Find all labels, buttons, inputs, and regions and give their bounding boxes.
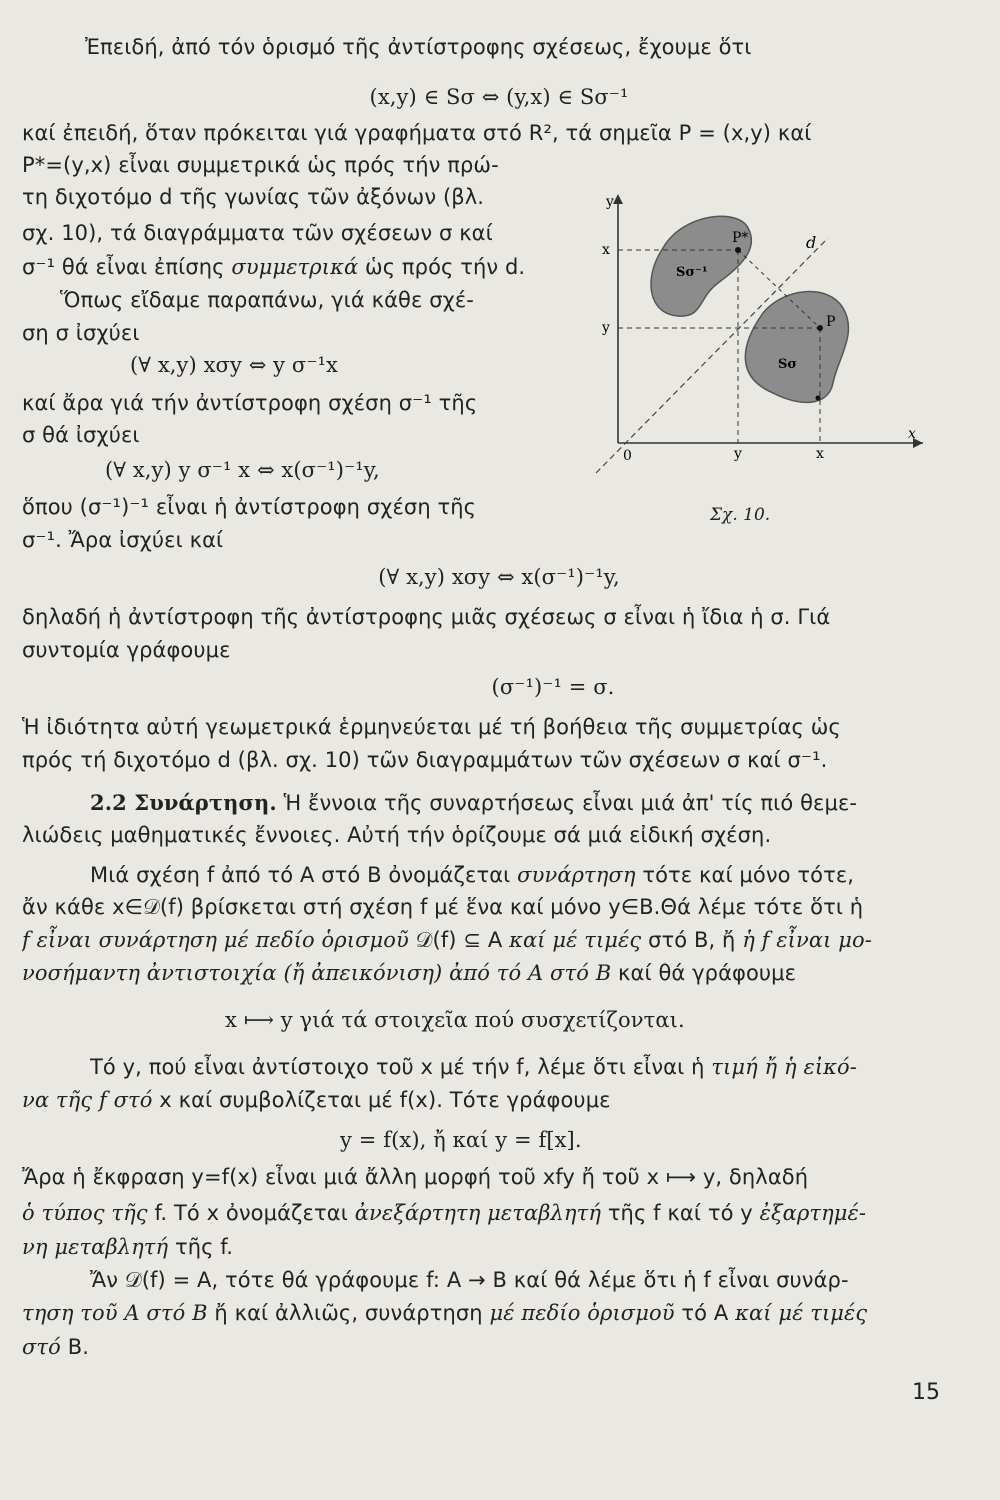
para-line: συντομία γράφουμε bbox=[22, 638, 231, 662]
para-line: νοσήμαντη ἀντιστοιχία (ἤ ἀπεικόνιση) ἀπό τό A στό B καί θά γράφουμε bbox=[22, 961, 797, 985]
label-s: Sσ bbox=[778, 357, 797, 372]
para-line: πρός τή διχοτόμο d (βλ. σχ. 10) τῶν διαγραμμάτων τῶν σχέσεων σ καί σ⁻¹. bbox=[22, 748, 828, 772]
tick-label-y-bottom: y bbox=[734, 446, 742, 462]
equation-4: (∀ x,y) xσy ⇔ x(σ⁻¹)⁻¹y, bbox=[378, 565, 620, 589]
figure-10-diagram bbox=[588, 188, 928, 488]
page-number: 15 bbox=[912, 1380, 940, 1405]
point-p bbox=[817, 325, 823, 331]
para-line: καί ἐπειδή, ὅταν πρόκειται γιά γραφήματα στό R², τά σημεῖα P = (x,y) καί bbox=[22, 121, 812, 145]
label-p: P bbox=[826, 314, 836, 330]
para-line: καί ἄρα γιά τήν ἀντίστροφη σχέση σ⁻¹ τῆς bbox=[22, 391, 478, 415]
para-line: σ θά ἰσχύει bbox=[22, 423, 140, 447]
axis-label-y: y bbox=[606, 194, 614, 210]
tick-label-x-left: x bbox=[602, 242, 610, 258]
para-line: ἄν κάθε x∈𝒟(f) βρίσκεται στή σχέση f μέ ἕνα καί μόνο y∈B.Θά λέμε τότε ὅτι ἡ bbox=[22, 895, 864, 919]
para-line: τη διχοτόμο d τῆς γωνίας τῶν ἀξόνων (βλ. bbox=[22, 185, 485, 209]
para-line: Ὅπως εἴδαμε παραπάνω, γιά κάθε σχέ- bbox=[60, 288, 474, 312]
para-line: νη μεταβλητή τῆς f. bbox=[22, 1235, 234, 1259]
para-line: ὁ τύπος τῆς f. Τό x ὀνομάζεται ἀνεξάρτητη μεταβλητή τῆς f καί τό y ἐξαρτημέ- bbox=[22, 1201, 867, 1225]
point-marker bbox=[816, 396, 821, 401]
para-line: σ⁻¹ θά εἶναι ἐπίσης συμμετρικά ὡς πρός τήν d. bbox=[22, 255, 526, 279]
y-axis-arrow-icon bbox=[613, 194, 623, 204]
para-line: σχ. 10), τά διαγράμματα τῶν σχέσεων σ καί bbox=[22, 221, 493, 245]
para-line: τηση τοῦ A στό B ἤ καί ἀλλιῶς, συνάρτηση μέ πεδίο ὁρισμοῦ τό A καί μέ τιμές bbox=[22, 1301, 868, 1325]
para-line: ὅπου (σ⁻¹)⁻¹ εἶναι ἡ ἀντίστροφη σχέση τῆς bbox=[22, 495, 477, 519]
para-intro: Ἐπειδή, ἀπό τόν ὁρισμό τῆς ἀντίστροφης σχέσεως, ἔχουμε ὅτι bbox=[85, 35, 752, 59]
figure-caption: Σχ. 10. bbox=[710, 505, 771, 525]
equation-1: (x,y) ∈ Sσ ⇔ (y,x) ∈ Sσ⁻¹ bbox=[369, 85, 629, 109]
equation-7: y = f(x), ἤ καί y = f[x]. bbox=[340, 1128, 582, 1152]
para-line: Ἄρα ἡ ἔκφραση y=f(x) εἶναι μιά ἄλλη μορφή τοῦ xfy ἤ τοῦ x ⟼ y, δηλαδή bbox=[22, 1165, 809, 1189]
label-s-inverse: Sσ⁻¹ bbox=[676, 265, 708, 280]
para-line: να τῆς f στό x καί συμβολίζεται μέ f(x). Τότε γράφουμε bbox=[22, 1088, 611, 1112]
shape-s bbox=[745, 292, 848, 403]
para-line: στό B. bbox=[22, 1335, 89, 1359]
label-d: d bbox=[806, 233, 817, 252]
para-line: Τό y, πού εἶναι ἀντίστοιχο τοῦ x μέ τήν f, λέμε ὅτι εἶναι ἡ τιμή ἤ ἡ εἰκό- bbox=[90, 1055, 857, 1079]
section-title: 2.2 Συνάρτηση. bbox=[90, 790, 277, 815]
para-line: λιώδεις μαθηματικές ἔννοιες. Αὐτή τήν ὁρίζουμε σά μιά εἰδική σχέση. bbox=[22, 823, 772, 847]
label-p-star: P* bbox=[732, 230, 749, 246]
para-line: ση σ ἰσχύει bbox=[22, 321, 140, 345]
point-p-star bbox=[735, 247, 741, 253]
section-heading-line: 2.2 Συνάρτηση. Ἡ ἔννοια τῆς συναρτήσεως εἶναι μιά ἀπ' τίς πιό θεμε- bbox=[90, 790, 858, 815]
para-line: P*=(y,x) εἶναι συμμετρικά ὡς πρός τήν πρώ- bbox=[22, 153, 499, 177]
para-line: Μιά σχέση f ἀπό τό A στό B ὀνομάζεται συνάρτηση τότε καί μόνο τότε, bbox=[90, 863, 855, 887]
para-line: f εἶναι συνάρτηση μέ πεδίο ὁρισμοῦ 𝒟(f) ⊆ A καί μέ τιμές στό B, ἤ ἡ f εἶναι μο- bbox=[22, 928, 872, 952]
para-line: Ἄν 𝒟(f) = A, τότε θά γράφουμε f: A → B καί θά λέμε ὅτι ἡ f εἶναι συνάρ- bbox=[90, 1268, 849, 1292]
tick-label-y-left: y bbox=[602, 320, 610, 336]
axis-label-x: x bbox=[908, 426, 916, 442]
para-line: δηλαδή ἡ ἀντίστροφη τῆς ἀντίστροφης μιᾶς σχέσεως σ εἶναι ἡ ἴδια ἡ σ. Γιά bbox=[22, 605, 831, 629]
equation-5: (σ⁻¹)⁻¹ = σ. bbox=[491, 675, 615, 699]
equation-3: (∀ x,y) y σ⁻¹ x ⇔ x(σ⁻¹)⁻¹y, bbox=[105, 458, 380, 482]
origin-label: 0 bbox=[623, 448, 632, 464]
equation-2: (∀ x,y) xσy ⇔ y σ⁻¹x bbox=[130, 353, 339, 377]
equation-6: x ⟼ y γιά τά στοιχεῖα πού συσχετίζονται. bbox=[225, 1008, 685, 1032]
para-line: σ⁻¹. Ἄρα ἰσχύει καί bbox=[22, 528, 224, 552]
tick-label-x-bottom: x bbox=[816, 446, 824, 462]
para-line: Ἡ ἰδιότητα αὐτή γεωμετρικά ἑρμηνεύεται μέ τή βοήθεια τῆς συμμετρίας ὡς bbox=[22, 715, 841, 739]
